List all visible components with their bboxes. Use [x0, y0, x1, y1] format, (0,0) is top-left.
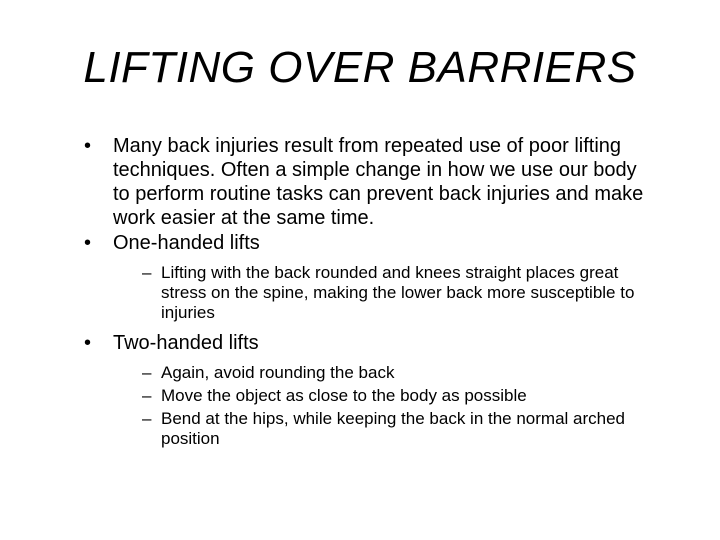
sub-item-text: Again, avoid rounding the back	[161, 363, 395, 382]
sub-item-text: Move the object as close to the body as possible	[161, 386, 527, 405]
bullet-icon: •	[84, 332, 92, 354]
sub-list-two-handed	[84, 363, 644, 449]
bullet-icon: •	[84, 135, 92, 157]
bullet-item-one-handed	[84, 231, 644, 255]
sub-item-text: Bend at the hips, while keeping the back in the normal arched position	[161, 409, 626, 448]
dash-icon: –	[142, 409, 152, 428]
sub-item-text: Lifting with the back rounded and knees straight places great stress on the spine, making the lower back more susceptible to injuries	[161, 263, 635, 322]
sub-item-bend-hips	[142, 409, 641, 449]
bullet-text: One-handed lifts	[113, 232, 260, 254]
dash-icon: –	[142, 263, 152, 282]
bullet-text: Many back injuries result from repeated use of poor lifting techniques. Often a simple change in how we use our body to perform routine tasks can prevent back injuries and make work easier at the same time.	[113, 135, 644, 229]
sub-item-avoid-rounding	[142, 363, 641, 383]
sub-item-move-close	[142, 386, 641, 406]
slide-body	[84, 134, 644, 457]
slide-title: LIFTING OVER BARRIERS	[83, 43, 637, 92]
bullet-text: Two-handed lifts	[113, 332, 259, 354]
sub-list-one-handed	[84, 263, 644, 323]
bullet-icon: •	[84, 232, 92, 254]
dash-icon: –	[142, 386, 152, 405]
dash-icon: –	[142, 363, 152, 382]
bullet-item-two-handed	[84, 331, 644, 355]
bullet-item-poor-techniques	[84, 134, 644, 230]
sub-item-back-rounded	[142, 263, 641, 323]
